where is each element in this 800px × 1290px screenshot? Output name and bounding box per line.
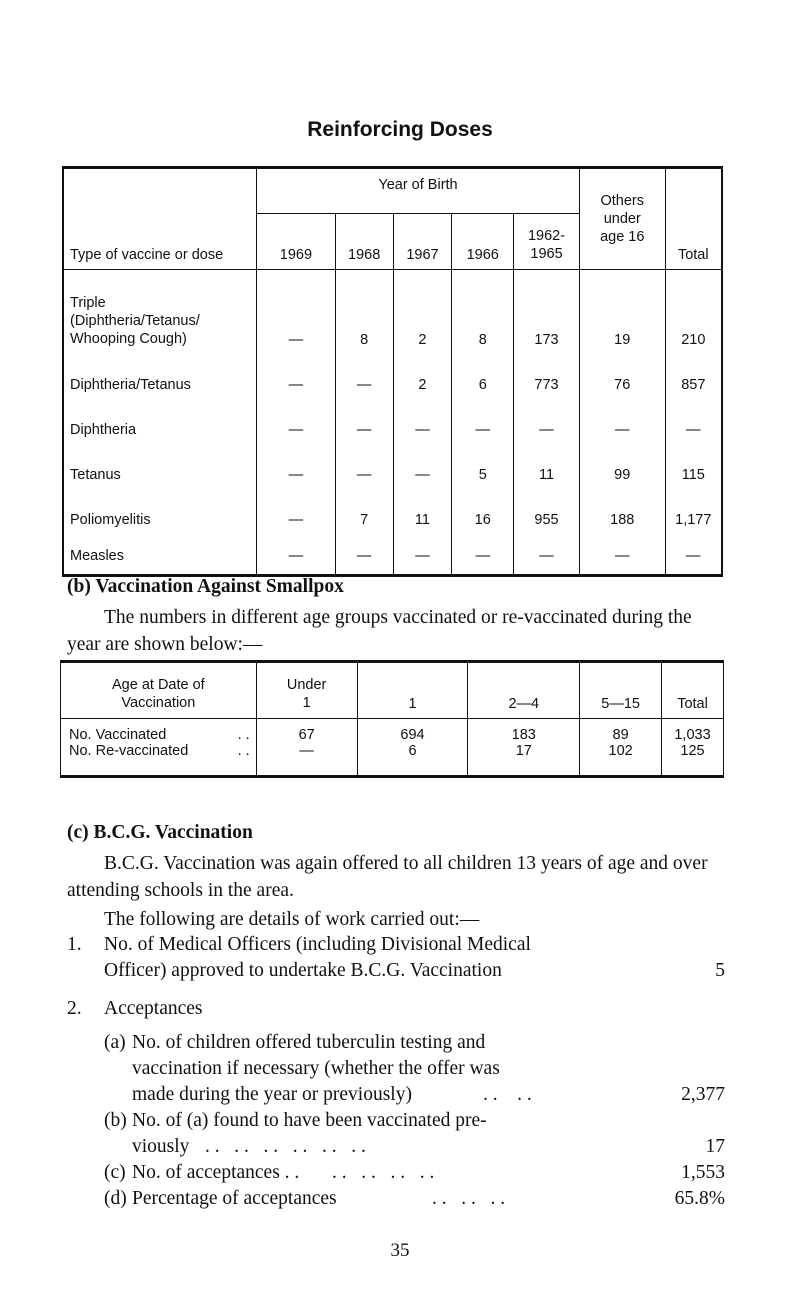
cell: — bbox=[665, 532, 722, 576]
bcg-heading: (c) B.C.G. Vaccination bbox=[67, 822, 253, 843]
year-1968-header: 1968 bbox=[335, 214, 393, 270]
item-2a-line3: made during the year or previously) bbox=[132, 1084, 412, 1105]
cell: 955 bbox=[514, 487, 580, 532]
cell: 11 bbox=[514, 442, 580, 487]
row-label: Triple (Diphtheria/Tetanus/ Whooping Cough) bbox=[70, 294, 200, 347]
cell: 67 bbox=[256, 719, 357, 743]
item-2b-line2: viously bbox=[132, 1136, 190, 1157]
item-2d-value: 65.8% bbox=[674, 1188, 725, 1209]
total-header: Total bbox=[662, 662, 724, 719]
item-1-line2: Officer) approved to undertake B.C.G. Vaccination bbox=[104, 960, 502, 981]
item-2c-text: No. of acceptances . . bbox=[132, 1162, 300, 1183]
cell: — bbox=[514, 532, 580, 576]
year-1962-1965-header: 1962- 1965 bbox=[514, 214, 580, 270]
cell: 773 bbox=[514, 352, 580, 397]
table-row bbox=[63, 532, 722, 576]
item-2-number: 2. bbox=[67, 998, 82, 1019]
cell: — bbox=[257, 487, 336, 532]
cell: — bbox=[335, 397, 393, 442]
cell: — bbox=[257, 442, 336, 487]
year-1967-header: 1967 bbox=[393, 214, 452, 270]
page-number: 35 bbox=[390, 1240, 410, 1261]
leader-dots: . . . . bbox=[483, 1084, 532, 1105]
cell: 857 bbox=[665, 352, 722, 397]
table-row bbox=[63, 270, 722, 352]
cell: — bbox=[579, 532, 665, 576]
table-row bbox=[63, 352, 722, 397]
item-2a-line1: No. of children offered tuberculin testing and bbox=[132, 1032, 486, 1053]
cell: 1,177 bbox=[665, 487, 722, 532]
cell: — bbox=[665, 397, 722, 442]
cell: 7 bbox=[335, 487, 393, 532]
cell: — bbox=[393, 397, 452, 442]
bcg-paragraph: B.C.G. Vaccination was again offered to all children 13 years of age and over attending schools in the area. bbox=[67, 853, 708, 901]
leader-dots: . . . . . . . . bbox=[332, 1162, 435, 1183]
item-2-title: Acceptances bbox=[104, 998, 203, 1019]
cell: — bbox=[257, 397, 336, 442]
cell: 6 bbox=[357, 743, 468, 777]
page-title: Reinforcing Doses bbox=[307, 118, 493, 141]
smallpox-table bbox=[60, 660, 724, 778]
cell: 11 bbox=[393, 487, 452, 532]
year-1969-header: 1969 bbox=[257, 214, 336, 270]
item-2d-label: (d) bbox=[104, 1188, 127, 1209]
row-label-text: No. Vaccinated bbox=[69, 726, 167, 743]
cell: 17 bbox=[468, 743, 580, 777]
cell: 1,033 bbox=[662, 719, 724, 743]
smallpox-heading: (b) Vaccination Against Smallpox bbox=[67, 576, 344, 597]
cell: — bbox=[256, 743, 357, 777]
year-of-birth-header: Year of Birth bbox=[257, 168, 580, 214]
item-2c-label: (c) bbox=[104, 1162, 126, 1183]
cell: 2 bbox=[393, 270, 452, 352]
cell: 6 bbox=[452, 352, 514, 397]
cell: — bbox=[452, 532, 514, 576]
item-2a-value: 2,377 bbox=[681, 1084, 725, 1105]
item-2c-value: 1,553 bbox=[681, 1162, 725, 1183]
cell: — bbox=[452, 397, 514, 442]
under-1-header: Under 1 bbox=[256, 662, 357, 719]
row-label: Diphtheria/Tetanus bbox=[70, 376, 191, 393]
smallpox-intro: The numbers in different age groups vaccinated or re-vaccinated during the year are shown below:— bbox=[67, 607, 692, 655]
cell: 99 bbox=[579, 442, 665, 487]
item-1-number: 1. bbox=[67, 934, 82, 955]
leader-dots: . . bbox=[237, 742, 250, 759]
cell: 694 bbox=[357, 719, 468, 743]
cell: 102 bbox=[580, 743, 662, 777]
cell: 183 bbox=[468, 719, 580, 743]
age-5-15-header: 5—15 bbox=[580, 662, 662, 719]
item-2d-text: Percentage of acceptances bbox=[132, 1188, 337, 1209]
type-of-vaccine-header: Type of vaccine or dose bbox=[63, 168, 257, 270]
age-2-4-header: 2—4 bbox=[468, 662, 580, 719]
row-label bbox=[61, 743, 257, 777]
cell: — bbox=[335, 442, 393, 487]
row-label: Poliomyelitis bbox=[70, 511, 151, 528]
cell: — bbox=[579, 397, 665, 442]
table-row bbox=[63, 442, 722, 487]
row-label: Measles bbox=[70, 548, 124, 564]
cell: 125 bbox=[662, 743, 724, 777]
cell: 76 bbox=[579, 352, 665, 397]
cell: 19 bbox=[579, 270, 665, 352]
cell: 173 bbox=[514, 270, 580, 352]
item-2a-line2: vaccination if necessary (whether the offer was bbox=[132, 1058, 500, 1079]
cell: 8 bbox=[335, 270, 393, 352]
cell: — bbox=[335, 352, 393, 397]
cell: 115 bbox=[665, 442, 722, 487]
table-row bbox=[61, 719, 724, 743]
cell: — bbox=[335, 532, 393, 576]
year-1966-header: 1966 bbox=[452, 214, 514, 270]
cell: 8 bbox=[452, 270, 514, 352]
item-1-line1: No. of Medical Officers (including Divisional Medical bbox=[104, 934, 531, 955]
item-1-value: 5 bbox=[715, 960, 725, 981]
leader-dots: . . bbox=[237, 726, 250, 743]
table-row bbox=[61, 743, 724, 777]
cell: 5 bbox=[452, 442, 514, 487]
item-2b-line1: No. of (a) found to have been vaccinated pre- bbox=[132, 1110, 487, 1131]
age-at-date-header: Age at Date of Vaccination bbox=[61, 662, 257, 719]
others-under-16-header: Others under age 16 bbox=[579, 168, 665, 270]
cell: 2 bbox=[393, 352, 452, 397]
cell: — bbox=[257, 352, 336, 397]
leader-dots: . . . . . . bbox=[432, 1188, 506, 1209]
item-2a-label: (a) bbox=[104, 1032, 126, 1053]
table-row bbox=[63, 397, 722, 442]
row-label-text: No. Re-vaccinated bbox=[69, 742, 189, 759]
cell: — bbox=[393, 532, 452, 576]
age-1-header: 1 bbox=[357, 662, 468, 719]
item-2b-value: 17 bbox=[705, 1136, 725, 1157]
total-header: Total bbox=[665, 168, 722, 270]
cell: 89 bbox=[580, 719, 662, 743]
table-row bbox=[63, 487, 722, 532]
row-label bbox=[61, 719, 257, 743]
row-label: Diphtheria bbox=[70, 421, 137, 438]
item-2b-label: (b) bbox=[104, 1110, 127, 1131]
reinforcing-doses-table bbox=[62, 166, 723, 577]
cell: 16 bbox=[452, 487, 514, 532]
cell: — bbox=[257, 270, 336, 352]
bcg-details-intro: The following are details of work carried out:— bbox=[104, 909, 480, 930]
cell: 210 bbox=[665, 270, 722, 352]
cell: 188 bbox=[579, 487, 665, 532]
leader-dots: . . . . . . . . . . . . bbox=[205, 1136, 366, 1157]
cell: — bbox=[257, 532, 336, 576]
row-label: Tetanus bbox=[70, 466, 121, 483]
cell: — bbox=[393, 442, 452, 487]
cell: — bbox=[514, 397, 580, 442]
